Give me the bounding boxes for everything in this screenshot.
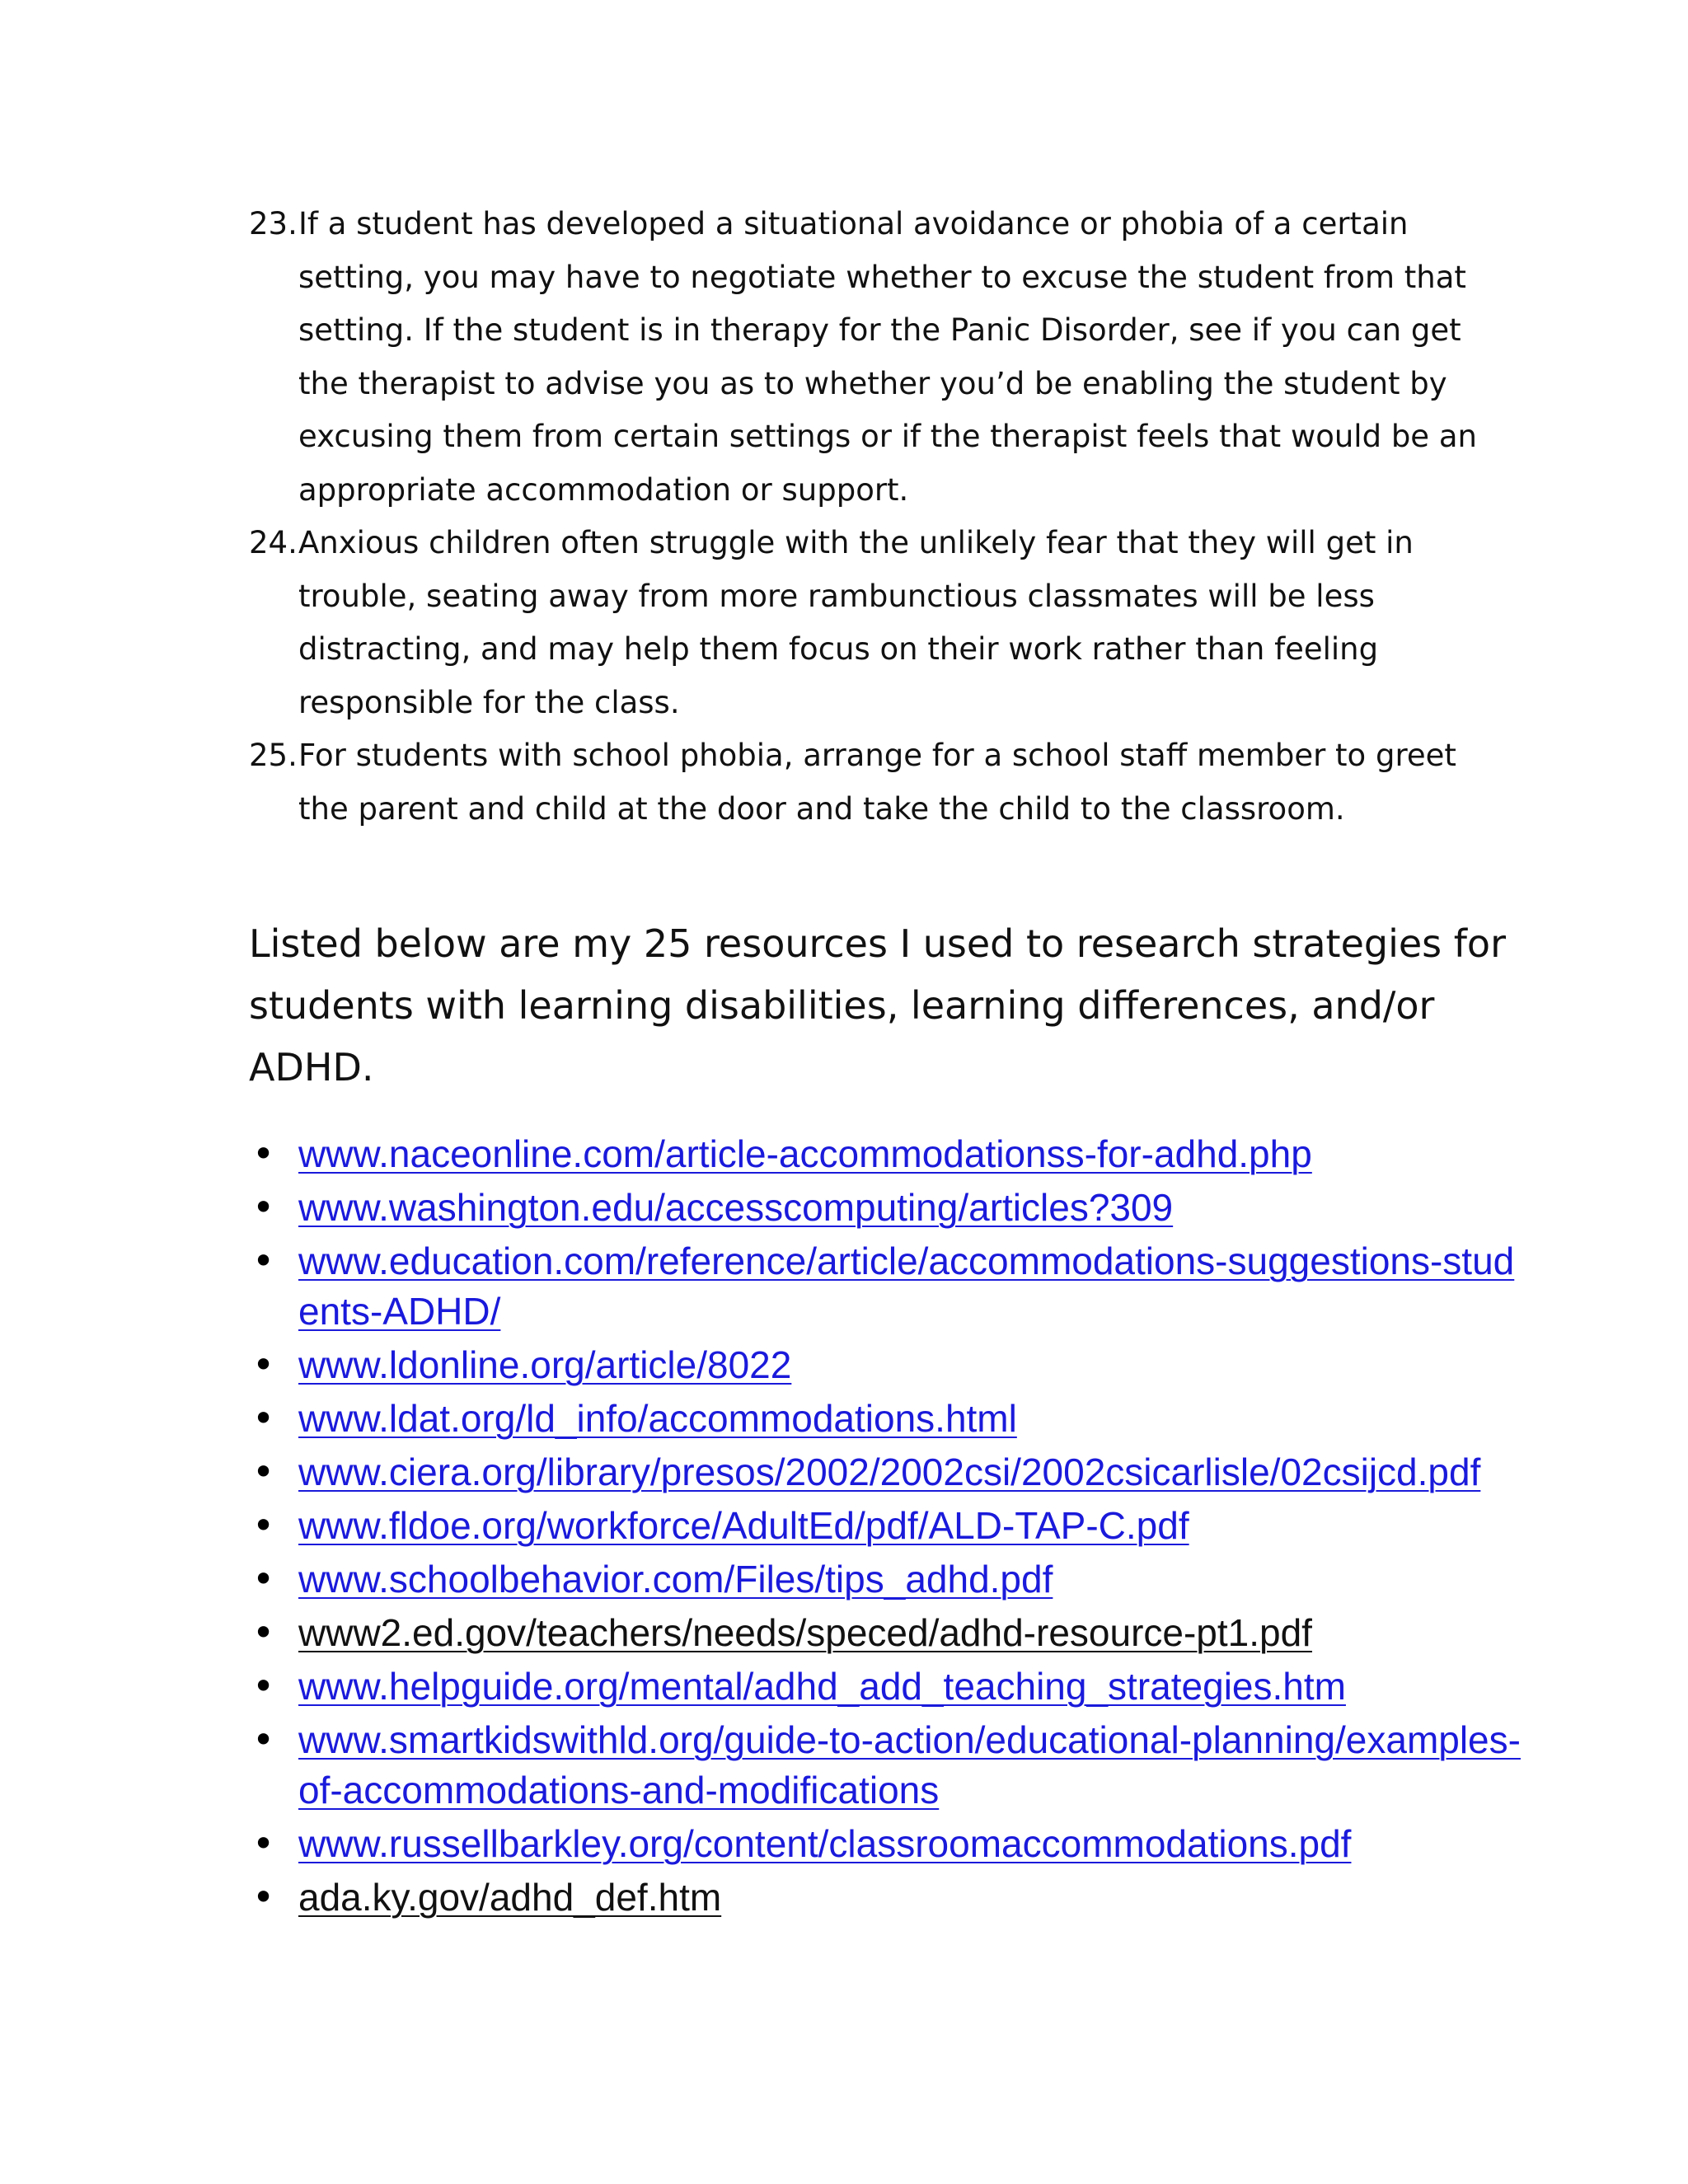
item-text: If a student has developed a situational avoidance or phobia of a certain setting, you may have to negotiate whether to excuse the student from that setting. If the student is in therapy for the Panic Disorder, see if you can get the therapist to advise you as to whether you’d be enabling the student by excusing them from certain settings or if the therapist feels that would be an appropriate accommodation or support. (298, 206, 1477, 508)
bullet-icon: • (252, 1610, 275, 1655)
list-item (249, 1340, 1535, 1390)
item-number: 23. (249, 206, 298, 241)
resource-link[interactable]: www.ciera.org/library/presos/2002/2002csi/2002csicarlisle/02csijcd.pdf (298, 1451, 1481, 1493)
list-item (249, 1661, 1535, 1712)
resources-intro: Listed below are my 25 resources I used to research strategies for students with learning disabilities, learning differences, and/or ADHD. (249, 921, 1506, 1090)
bullet-icon: • (252, 1664, 275, 1708)
resource-link[interactable]: www2.ed.gov/teachers/needs/speced/adhd-resource-pt1.pdf (298, 1611, 1312, 1654)
list-item (249, 1183, 1535, 1233)
list-item (249, 1129, 1535, 1179)
bullet-icon: • (252, 1503, 275, 1548)
item-number: 25. (249, 738, 298, 773)
list-item (249, 1447, 1535, 1497)
numbered-item-25 (249, 729, 1502, 836)
list-item (249, 1236, 1535, 1337)
resource-link[interactable]: www.naceonline.com/article-accommodationss-for-adhd.php (298, 1132, 1312, 1175)
resource-link[interactable]: www.smartkidswithld.org/guide-to-action/educational-planning/examples-of-accommodations-and-modifications (298, 1718, 1521, 1811)
resource-link[interactable]: www.education.com/reference/article/accommodations-suggestions-students-ADHD/ (298, 1240, 1515, 1333)
numbered-item-23 (249, 198, 1502, 517)
list-item (249, 1715, 1535, 1816)
item-number: 24. (249, 525, 298, 560)
list-item (249, 1872, 1535, 1923)
list-item (249, 1819, 1535, 1869)
resource-link[interactable]: www.washington.edu/accesscomputing/articles?309 (298, 1186, 1174, 1229)
item-text: Anxious children often struggle with the unlikely fear that they will get in trouble, seating away from more rambunctious classmates will be less distracting, and may help them focus on their work rather than feeling responsible for the class. (298, 525, 1414, 720)
list-item (249, 1608, 1535, 1658)
bullet-icon: • (252, 1718, 275, 1762)
list-item (249, 1554, 1535, 1605)
bullet-icon: • (252, 1132, 275, 1176)
numbered-item-24 (249, 517, 1502, 729)
bullet-icon: • (252, 1821, 275, 1866)
bullet-icon: • (252, 1875, 275, 1919)
list-item (249, 1394, 1535, 1444)
numbered-list (249, 198, 1502, 836)
bullet-icon: • (252, 1239, 275, 1283)
bullet-icon: • (252, 1185, 275, 1230)
resource-link[interactable]: www.russellbarkley.org/content/classroomaccommodations.pdf (298, 1822, 1352, 1865)
bullet-icon: • (252, 1343, 275, 1387)
resource-link[interactable]: ada.ky.gov/adhd_def.htm (298, 1876, 722, 1919)
resource-link[interactable]: www.fldoe.org/workforce/AdultEd/pdf/ALD-TAP-C.pdf (298, 1504, 1189, 1547)
bullet-icon: • (252, 1450, 275, 1494)
resource-link[interactable]: www.ldonline.org/article/8022 (298, 1343, 792, 1386)
list-item (249, 1501, 1535, 1551)
resource-list (249, 1129, 1535, 1926)
item-text: For students with school phobia, arrange for a school staff member to greet the parent and child at the door and take the child to the classroom. (298, 738, 1456, 827)
resource-link[interactable]: www.helpguide.org/mental/adhd_add_teaching_strategies.htm (298, 1665, 1346, 1708)
bullet-icon: • (252, 1396, 275, 1441)
resource-link[interactable]: www.schoolbehavior.com/Files/tips_adhd.pdf (298, 1558, 1053, 1601)
resource-link[interactable]: www.ldat.org/ld_info/accommodations.html (298, 1397, 1017, 1440)
bullet-icon: • (252, 1557, 275, 1601)
